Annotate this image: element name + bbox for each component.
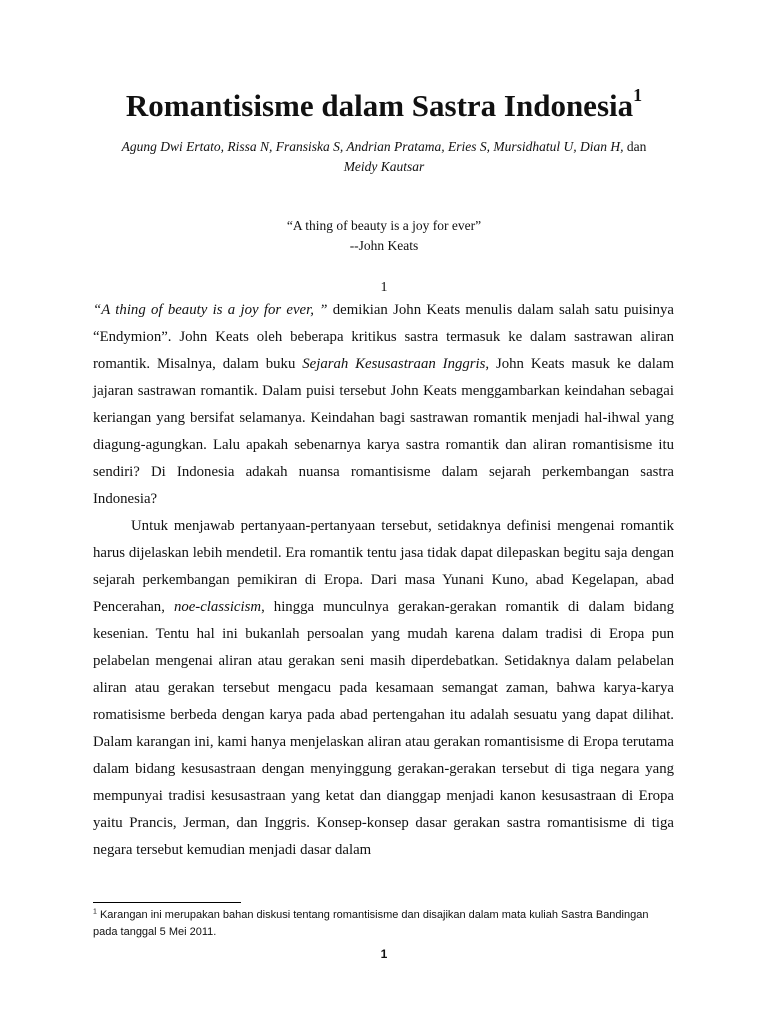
paragraph-1-quote: “A thing of beauty is a joy for ever, ” [93,302,328,318]
footnote [93,907,674,941]
author-names-line2: Meidy Kautsar [343,159,425,174]
page-number: 1 [380,947,388,961]
document-title [0,86,768,126]
footnote-divider [93,902,241,903]
epigraph-quote: “A thing of beauty is a joy for ever” [286,218,482,233]
paragraph-1 [93,297,674,513]
title-text: Romantisisme dalam Sastra Indonesia [125,88,634,123]
paragraph-1-text-b: , John Keats masuk ke dalam jajaran sastrawan romantik. Dalam puisi tersebut John Keats menggambarkan keindahan sebagai keriangan yang bersifat selamanya. Keindahan bagi sastrawan romantik menjadi hal-ihwal yang diagung-agungkan. Lalu apakah sebenarnya karya sastra romantik dan aliran romantisisme itu sendiri? Di Indonesia adakah nuansa romantisisme dalam sejarah perkembangan sastra Indonesia? [93,356,674,507]
paragraph-1-text-a: demikian John Keats menulis dalam salah satu puisinya “Endymion”. John Keats oleh beberapa kritikus sastra termasuk ke dalam sastrawan aliran romantik. Misalnya, dalam buku [93,302,674,372]
paragraph-2 [93,513,674,864]
title-footnote-mark[interactable]: 1 [633,84,643,105]
author-connector: dan [626,139,647,154]
paragraph-2-term: noe-classicism [173,599,262,615]
footnote-text: Karangan ini merupakan bahan diskusi tentang romantisisme dan disajikan dalam mata kuliah Sastra Bandingan pada tanggal 5 Mei 2011. [93,909,649,938]
author-list [100,137,668,177]
book-title: Sejarah Kesusastraan Inggris [302,356,486,372]
body-text [93,297,674,864]
paragraph-2-text-b: , hingga munculnya gerakan-gerakan romantik di dalam bidang kesenian. Tentu hal ini bukanlah persoalan yang mudah karena dalam tradisi di Eropa pun pelabelan mengenai aliran atau gerakan seni masih diperdebatkan. Setidaknya dalam pelabelan aliran atau gerakan tersebut mengacu pada kesamaan semangat zaman, bahwa karya-karya romatisisme berbeda dengan karya pada abad pertengahan itu adalah sesuatu yang dapat dilihat. Dalam karangan ini, kami hanya menjelaskan aliran atau gerakan romantisisme di Eropa terutama dalam bidang kesusastraan dengan menyinggung gerakan-gerakan tersebut di tiga negara yang mempunyai tradisi kesusastraan yang ketat dan dianggap menjadi kanon kesusastraan di Eropa yaitu Prancis, Jerman, dan Inggris. Konsep-konsep dasar gerakan sastra romantisisme di tiga negara tersebut kemudian menjadi dasar dalam [93,599,674,858]
section-number: 1 [380,280,388,295]
author-names-line1: Agung Dwi Ertato, Rissa N, Fransiska S, Andrian Pratama, Eries S, Mursidhatul U, Dian H, [121,139,624,154]
epigraph-attribution: --John Keats [349,238,419,253]
footnote-mark: 1 [93,908,97,916]
paragraph-2-text-a: Untuk menjawab pertanyaan-pertanyaan tersebut, setidaknya definisi mengenai romantik harus dijelaskan lebih mendetil. Era romantik tentu jasa tidak dapat dilepaskan begitu saja dengan sejarah perkembangan pemikiran di Eropa. Dari masa Yunani Kuno, abad Kegelapan, abad Pencerahan, [93,518,674,615]
epigraph [0,216,768,256]
